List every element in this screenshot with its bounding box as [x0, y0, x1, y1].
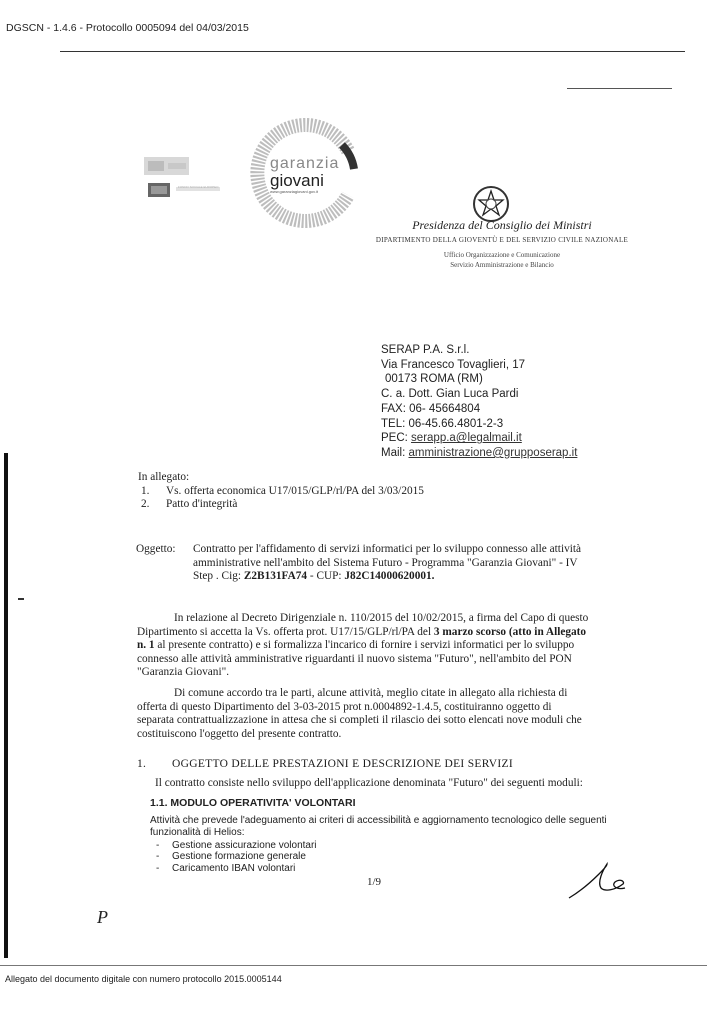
header-rule	[60, 51, 685, 52]
recipient-city: 00173 ROMA (RM)	[385, 373, 483, 386]
section-1-number: 1.	[137, 758, 147, 770]
eu-logo-caption: FONDO SOCIALE EUROPEO	[178, 185, 219, 189]
para1-line-2	[137, 626, 649, 640]
para1-line-3-text: al presente contratto) e si formalizza l'incarico di fornire i servizi informatici per lo sviluppo	[157, 639, 575, 652]
allegato-item-text: Patto d'integrità	[166, 498, 238, 511]
scan-margin-bar	[4, 453, 8, 958]
ministry-line-4: Servizio Amministrazione e Bilancio	[450, 261, 554, 269]
recipient-pec	[381, 431, 577, 446]
ministry-line-3: Ufficio Organizzazione e Comunicazione	[443, 251, 561, 259]
allegato-item	[138, 485, 468, 499]
oggetto-text	[193, 543, 647, 584]
protocol-header: DGSCN - 1.4.6 - Protocollo 0005094 del 04/03/2015	[6, 22, 249, 34]
section-1-intro: Il contratto consiste nello sviluppo dell'applicazione denominata "Futuro" dei seguenti moduli:	[155, 777, 583, 789]
logo-tagline: www.garanziagiovani.gov.it	[270, 189, 318, 194]
para1-line-2-bold: 3 marzo scorso (atto in Allegato	[433, 625, 587, 638]
page-number: 1/9	[367, 876, 382, 888]
allegato-item-num: 2.	[141, 498, 150, 511]
signature	[567, 862, 629, 907]
cig-label: Step . Cig:	[193, 570, 242, 583]
para2-line-2: offerta di questo Dipartimento del 3-03-2015 prot n.0004892-1.4.5, costituiranno oggetto di	[137, 700, 552, 713]
paragraph-1	[137, 612, 649, 680]
subsection-description	[150, 815, 650, 839]
recipient-address	[381, 343, 577, 461]
cig-value: Z2B131FA74	[243, 570, 308, 583]
mail-link[interactable]: amministrazione@grupposerap.it	[408, 446, 578, 459]
recipient-attn: C. a. Dott. Gian Luca Pardi	[381, 388, 519, 401]
allegato-item-num: 1.	[141, 484, 150, 497]
oggetto-line-3	[193, 570, 647, 584]
recipient-name: SERAP P.A. S.r.l.	[381, 344, 470, 356]
pec-link[interactable]: serapp.a@legalmail.it	[411, 432, 522, 445]
paragraph-2	[137, 687, 649, 741]
list-item-text: Gestione assicurazione volontari	[172, 840, 317, 851]
pec-label: PEC:	[381, 432, 408, 445]
allegato-block	[138, 471, 468, 512]
module-bullet-list	[156, 840, 317, 874]
recipient-mail	[381, 446, 577, 461]
list-item-text: Caricamento IBAN volontari	[172, 862, 296, 874]
cup-value: J82C14000620001.	[344, 570, 435, 583]
cup-label: - CUP:	[309, 570, 342, 583]
para2-line-1: Di comune accordo tra le parti, alcune attività, meglio citate in allegato alla richiesta di	[174, 687, 568, 699]
oggetto-line-2: amministrative nell'ambito del Sistema Futuro - Programma "Garanzia Giovani" - IV	[193, 556, 578, 569]
para1-line-3	[137, 639, 649, 653]
para1-line-3-bold: n. 1	[137, 639, 155, 652]
allegato-item-text: Vs. offerta economica U17/015/GLP/rl/PA del 3/03/2015	[166, 484, 424, 497]
para2-line-3: separata contrattualizzazione in attesa che si completi il rilascio dei sotto elencati nove moduli che	[137, 714, 582, 727]
recipient-street: Via Francesco Tovaglieri, 17	[381, 358, 526, 371]
ministry-line-2: DIPARTIMENTO DELLA GIOVENTÙ E DEL SERVIZIO CIVILE NAZIONALE	[375, 236, 629, 244]
allegato-title: In allegato:	[138, 471, 190, 483]
para2-line-4: costituiscono l'oggetto del presente contratto.	[137, 727, 342, 740]
footer-note: Allegato del documento digitale con numero protocollo 2015.0005144	[5, 974, 282, 984]
subsection-desc-line-1: Attività che prevede l'adeguamento ai criteri di accessibilità e aggiornamento tecnologico delle seguenti	[150, 815, 607, 826]
margin-handwritten-mark: P	[97, 907, 108, 927]
mail-label: Mail:	[381, 446, 406, 459]
para1-line-4: connesso alle attività amministrative riguardanti il nuovo sistema "Futuro", nell'ambito del PON	[137, 652, 572, 665]
oggetto-label: Oggetto:	[136, 543, 176, 555]
scan-mark	[18, 598, 24, 600]
recipient-fax: FAX: 06- 45664804	[381, 402, 481, 415]
allegato-item	[138, 498, 468, 512]
list-item: - Caricamento IBAN volontari	[156, 862, 296, 874]
eu-logo	[142, 155, 227, 200]
ministry-heading	[333, 218, 671, 270]
footer-rule	[0, 965, 707, 966]
section-1-title: OGGETTO DELLE PRESTAZIONI E DESCRIZIONE DEI SERVIZI	[172, 758, 513, 770]
para1-line-5: "Garanzia Giovani".	[137, 666, 230, 679]
oggetto-line-1: Contratto per l'affidamento di servizi informatici per lo sviluppo connesso alle attività	[193, 543, 582, 555]
ministry-line-1: Presidenza del Consiglio dei Ministri	[412, 218, 592, 232]
list-item: - Gestione assicurazione volontari	[156, 840, 317, 851]
recipient-tel: TEL: 06-45.66.4801-2-3	[381, 417, 504, 430]
subsection-desc-line-2: funzionalità di Helios:	[150, 827, 245, 838]
para1-line-1: In relazione al Decreto Dirigenziale n. 110/2015 del 10/02/2015, a firma del Capo di questo	[174, 612, 589, 624]
logo-giovani-text: giovani	[270, 171, 324, 190]
logo-garanzia-text: garanzia	[270, 155, 340, 172]
garanzia-giovani-logo	[270, 155, 339, 194]
list-item-text: Gestione formazione generale	[172, 851, 306, 863]
subsection-title: 1.1. MODULO OPERATIVITA' VOLONTARI	[150, 797, 356, 809]
para1-line-2-text: Dipartimento si accetta la Vs. offerta prot. U17/15/GLP/rl/PA del	[137, 625, 432, 638]
list-item: - Gestione formazione generale	[156, 851, 306, 863]
top-right-rule	[567, 88, 672, 89]
